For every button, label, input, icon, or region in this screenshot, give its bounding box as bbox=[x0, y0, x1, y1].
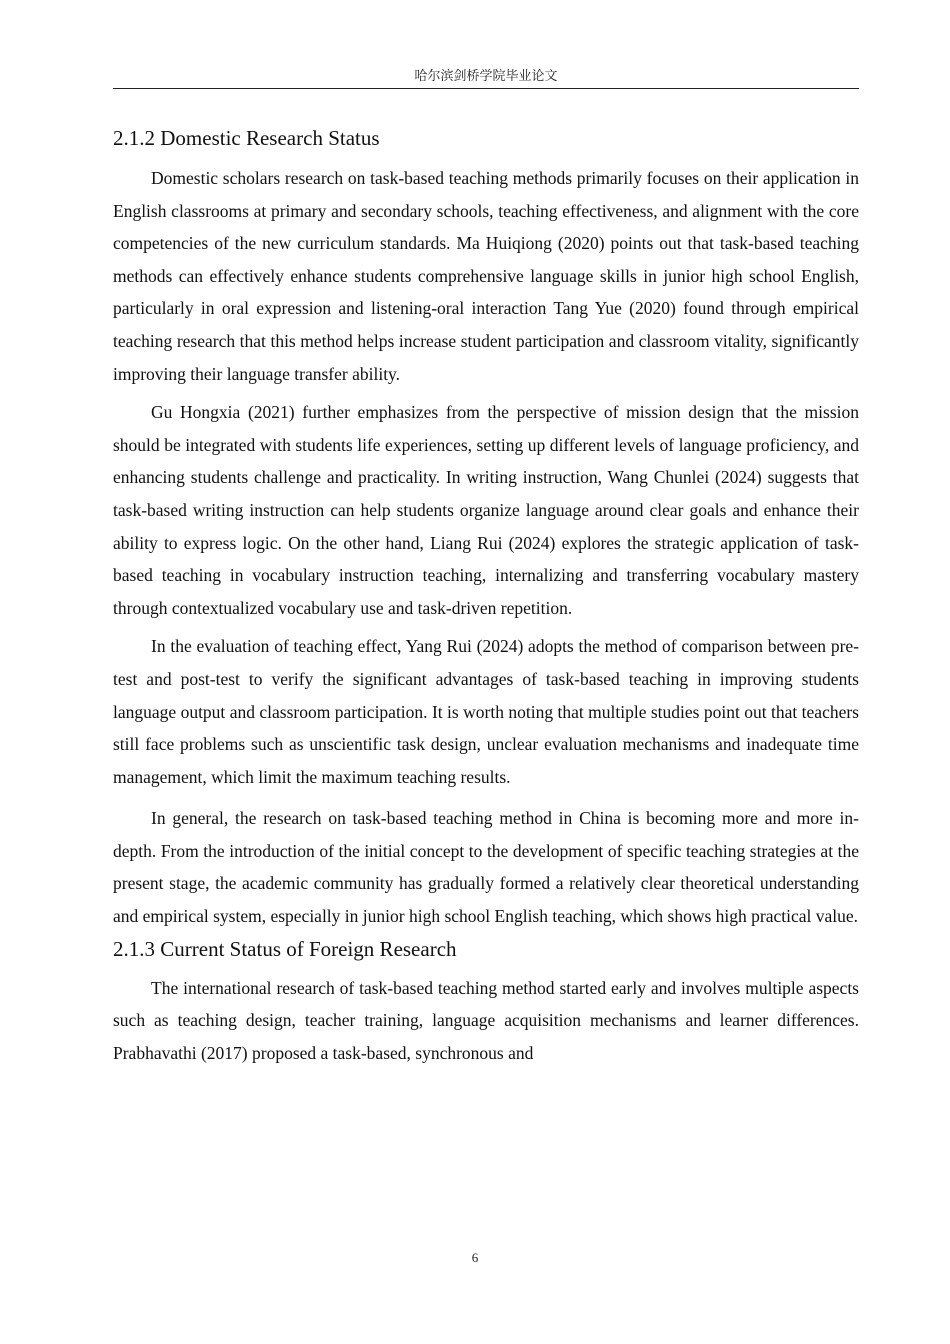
paragraph: Gu Hongxia (2021) further emphasizes from the perspective of mission design that the mission should be integrated with students life experiences, setting up different levels of language proficiency, and enhancing students challenge and practicality. In writing instruction, Wang Chunlei (2024) suggests that task-based writing instruction can help students organize language around clear goals and enhance their ability to express logic. On the other hand, Liang Rui (2024) explores the strategic application of task-based teaching in vocabulary instruction teaching, internalizing and transferring vocabulary mastery through contextualized vocabulary use and task-driven repetition. bbox=[113, 402, 859, 618]
paragraph: In general, the research on task-based teaching method in China is becoming more and more in-depth. From the introduction of the initial concept to the development of specific teaching strategies at the present stage, the academic community has gradually formed a relatively clear theoretical understanding and empirical system, especially in junior high school English teaching, which shows high practical value. bbox=[113, 808, 859, 927]
header-divider bbox=[113, 88, 859, 89]
running-header: 哈尔滨剑桥学院毕业论文 bbox=[414, 68, 558, 83]
section-heading-domestic-research: 2.1.2 Domestic Research Status bbox=[113, 126, 380, 150]
page-number: 6 bbox=[471, 1250, 479, 1265]
page-body bbox=[113, 122, 859, 1069]
paragraph: The international research of task-based teaching method started early and involves multiple aspects such as teaching design, teacher training, language acquisition mechanisms and learner differences. Prabhavathi (2017) proposed a task-based, synchronous and bbox=[113, 977, 859, 1063]
paragraph: In the evaluation of teaching effect, Yang Rui (2024) adopts the method of comparison between pre-test and post-test to verify the significant advantages of task-based teaching in improving students language output and classroom participation. It is worth noting that multiple studies point out that teachers still face problems such as unscientific task design, unclear evaluation mechanisms and inadequate time management, which limit the maximum teaching results. bbox=[113, 636, 859, 787]
paragraph: Domestic scholars research on task-based teaching methods primarily focuses on their application in English classrooms at primary and secondary schools, teaching effectiveness, and alignment with the core competencies of the new curriculum standards. Ma Huiqiong (2020) points out that task-based teaching methods can effectively enhance students comprehensive language skills in junior high school English, particularly in oral expression and listening-oral interaction Tang Yue (2020) found through empirical teaching research that this method helps increase student participation and classroom vitality, significantly improving their language transfer ability. bbox=[113, 168, 859, 384]
section-heading-foreign-research: 2.1.3 Current Status of Foreign Research bbox=[113, 936, 457, 961]
